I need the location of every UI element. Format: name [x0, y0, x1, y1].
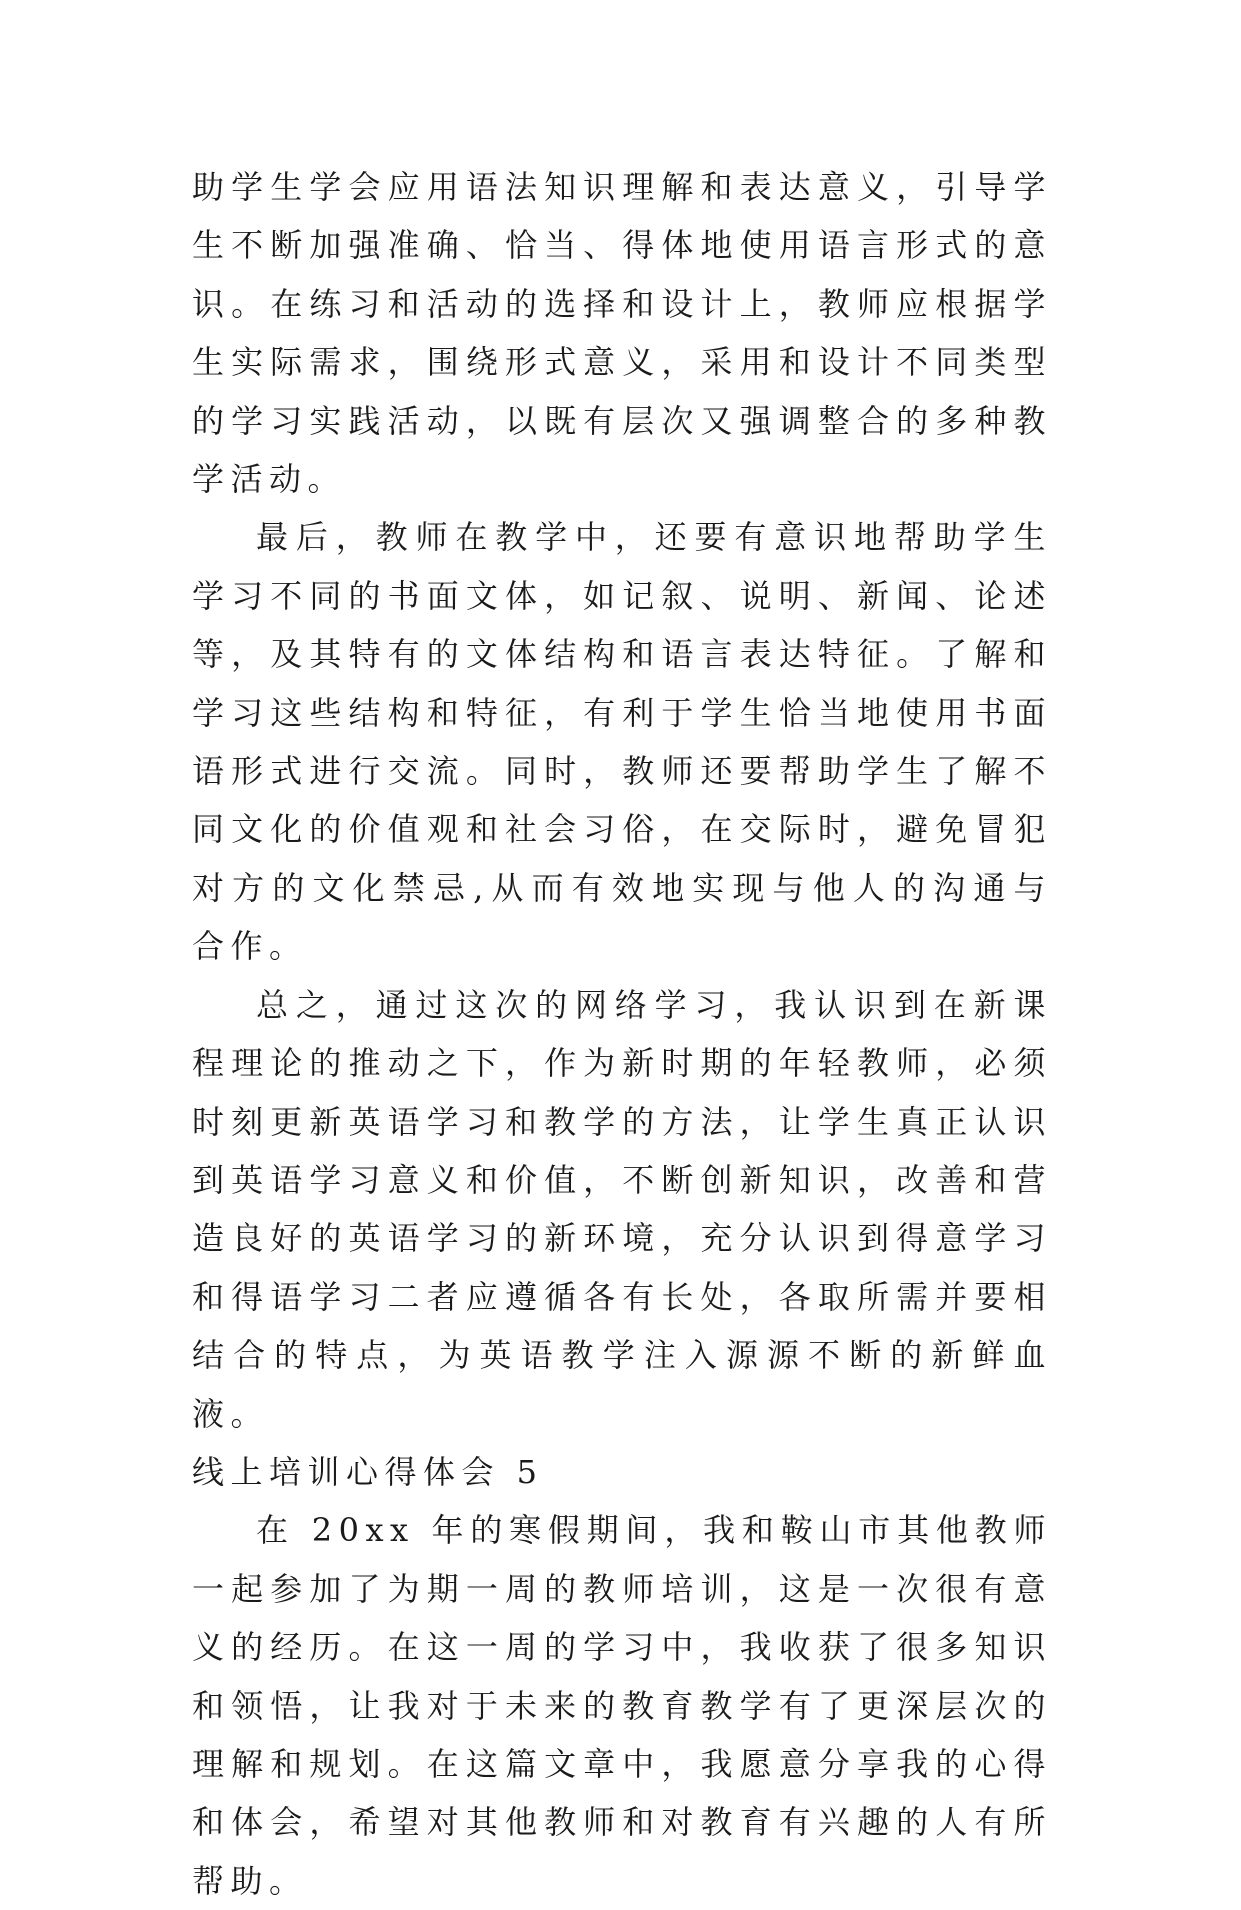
- section-paragraph-1: 在 20xx 年的寒假期间，我和鞍山市其他教师一起参加了为期一周的教师培训，这是一次很有意义的经历。在这一周的学习中，我收获了很多知识和领悟，让我对于未来的教育教学有了更深层次的理解和规划。在这篇文章中，我愿意分享我的心得和体会，希望对其他教师和对教育有兴趣的人有所帮助。: [192, 1511, 1052, 1900]
- section-heading: 线上培训心得体会 5: [192, 1452, 544, 1491]
- document-body: [192, 158, 1052, 1910]
- paragraph-1: 助学生学会应用语法知识理解和表达意义，引导学生不断加强准确、恰当、得体地使用语言形式的意识。在练习和活动的选择和设计上，教师应根据学生实际需求，围绕形式意义，采用和设计不同类型的学习实践活动，以既有层次又强调整合的多种教学活动。: [192, 168, 1052, 499]
- paragraph-2: 最后，教师在教学中，还要有意识地帮助学生学习不同的书面文体，如记叙、说明、新闻、论述等，及其特有的文体结构和语言表达特征。了解和学习这些结构和特征，有利于学生恰当地使用书面语形式进行交流。同时，教师还要帮助学生了解不同文化的价值观和社会习俗，在交际时，避免冒犯对方的文化禁忌,从而有效地实现与他人的沟通与合作。: [192, 518, 1052, 966]
- paragraph-3: 总之，通过这次的网络学习，我认识到在新课程理论的推动之下，作为新时期的年轻教师，必须时刻更新英语学习和教学的方法，让学生真正认识到英语学习意义和价值，不断创新知识，改善和营造良好的英语学习的新环境，充分认识到得意学习和得语学习二者应遵循各有长处，各取所需并要相结合的特点，为英语教学注入源源不断的新鲜血液。: [192, 985, 1052, 1433]
